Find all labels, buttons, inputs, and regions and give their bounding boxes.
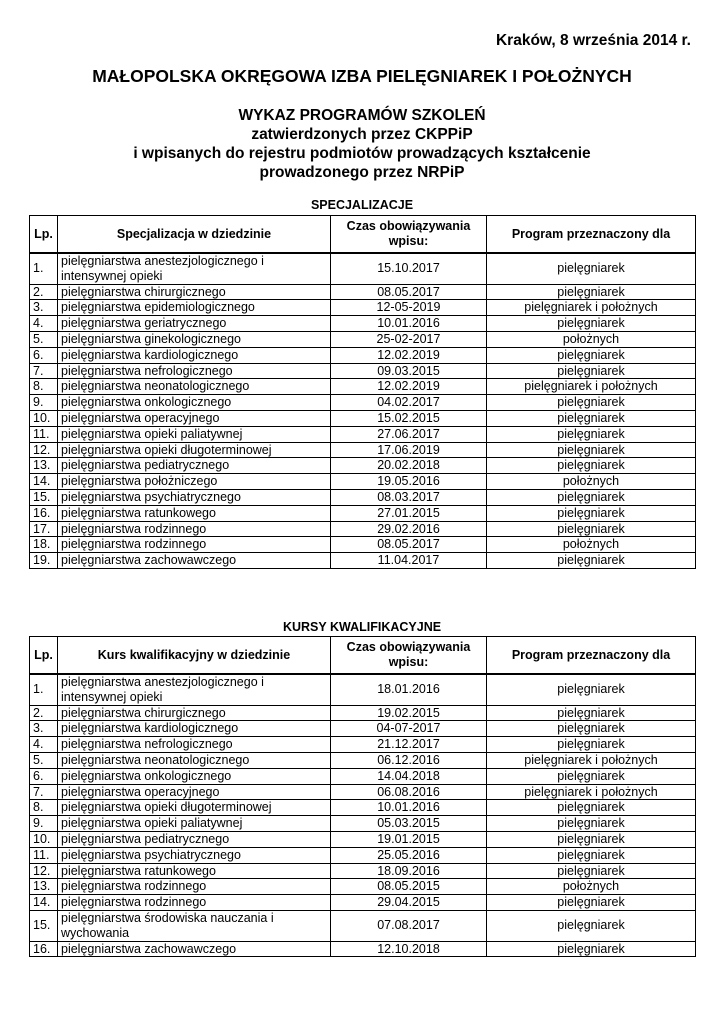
row-validity-date: 05.03.2015 — [331, 816, 487, 832]
column-header-lp: Lp. — [30, 637, 58, 675]
column-header-lp: Lp. — [30, 216, 58, 254]
row-validity-date: 19.05.2016 — [331, 474, 487, 490]
row-program: pielęgniarek — [487, 505, 696, 521]
row-program: pielęgniarek — [487, 895, 696, 911]
row-number: 6. — [30, 347, 58, 363]
row-number: 8. — [30, 800, 58, 816]
table-row — [30, 752, 696, 768]
row-program: pielęgniarek — [487, 426, 696, 442]
row-program: pielęgniarek — [487, 489, 696, 505]
row-number: 9. — [30, 395, 58, 411]
table-row — [30, 347, 696, 363]
row-validity-date: 11.04.2017 — [331, 553, 487, 569]
row-program: położnych — [487, 537, 696, 553]
row-number: 18. — [30, 537, 58, 553]
row-number: 1. — [30, 253, 58, 284]
row-validity-date: 04.02.2017 — [331, 395, 487, 411]
row-validity-date: 12.02.2019 — [331, 379, 487, 395]
row-number: 4. — [30, 737, 58, 753]
heading-line-1: WYKAZ PROGRAMÓW SZKOLEŃ — [238, 107, 486, 124]
table-row — [30, 426, 696, 442]
row-validity-date: 20.02.2018 — [331, 458, 487, 474]
row-number: 17. — [30, 521, 58, 537]
row-validity-date: 04-07-2017 — [331, 721, 487, 737]
row-field: pielęgniarstwa ginekologicznego — [58, 331, 331, 347]
row-validity-date: 27.01.2015 — [331, 505, 487, 521]
row-validity-date: 06.08.2016 — [331, 784, 487, 800]
row-program: pielęgniarek i położnych — [487, 379, 696, 395]
row-number: 9. — [30, 816, 58, 832]
row-validity-date: 15.02.2015 — [331, 410, 487, 426]
row-field: pielęgniarstwa opieki paliatywnej — [58, 426, 331, 442]
row-number: 13. — [30, 458, 58, 474]
row-validity-date: 08.05.2017 — [331, 537, 487, 553]
row-program: pielęgniarek — [487, 910, 696, 941]
table-row — [30, 784, 696, 800]
table-row — [30, 253, 696, 284]
row-validity-date: 29.04.2015 — [331, 895, 487, 911]
row-field: pielęgniarstwa chirurgicznego — [58, 705, 331, 721]
row-program: pielęgniarek — [487, 863, 696, 879]
row-validity-date: 10.01.2016 — [331, 316, 487, 332]
row-number: 12. — [30, 442, 58, 458]
table-row — [30, 816, 696, 832]
row-validity-date: 15.10.2017 — [331, 253, 487, 284]
row-program: pielęgniarek i położnych — [487, 784, 696, 800]
row-field: pielęgniarstwa anestezjologicznego i intensywnej opieki — [58, 253, 331, 284]
row-program: pielęgniarek — [487, 410, 696, 426]
row-field: pielęgniarstwa onkologicznego — [58, 395, 331, 411]
row-program: położnych — [487, 331, 696, 347]
row-field: pielęgniarstwa pediatrycznego — [58, 458, 331, 474]
row-program: pielęgniarek — [487, 316, 696, 332]
row-program: pielęgniarek — [487, 458, 696, 474]
table-row — [30, 705, 696, 721]
column-header-program: Program przeznaczony dla — [487, 216, 696, 254]
row-field: pielęgniarstwa zachowawczego — [58, 941, 331, 957]
row-program: położnych — [487, 474, 696, 490]
row-program: pielęgniarek — [487, 284, 696, 300]
row-validity-date: 27.06.2017 — [331, 426, 487, 442]
row-program: pielęgniarek — [487, 768, 696, 784]
row-validity-date: 12.10.2018 — [331, 941, 487, 957]
row-program: pielęgniarek — [487, 521, 696, 537]
document-date: Kraków, 8 września 2014 r. — [495, 32, 691, 49]
row-program: pielęgniarek — [487, 847, 696, 863]
row-field: pielęgniarstwa opieki paliatywnej — [58, 816, 331, 832]
row-validity-date: 29.02.2016 — [331, 521, 487, 537]
row-field: pielęgniarstwa zachowawczego — [58, 553, 331, 569]
row-validity-date: 18.01.2016 — [331, 674, 487, 705]
row-validity-date: 12-05-2019 — [331, 300, 487, 316]
column-header-field: Kurs kwalifikacyjny w dziedzinie — [58, 637, 331, 675]
row-field: pielęgniarstwa chirurgicznego — [58, 284, 331, 300]
row-validity-date: 19.01.2015 — [331, 831, 487, 847]
table-row — [30, 379, 696, 395]
row-number: 12. — [30, 863, 58, 879]
row-program: pielęgniarek — [487, 363, 696, 379]
table-row — [30, 474, 696, 490]
row-validity-date: 25-02-2017 — [331, 331, 487, 347]
row-validity-date: 08.03.2017 — [331, 489, 487, 505]
table-row — [30, 879, 696, 895]
row-validity-date: 08.05.2017 — [331, 284, 487, 300]
row-number: 14. — [30, 895, 58, 911]
row-number: 7. — [30, 784, 58, 800]
row-program: pielęgniarek — [487, 816, 696, 832]
row-program: pielęgniarek — [487, 553, 696, 569]
row-field: pielęgniarstwa opieki długoterminowej — [58, 442, 331, 458]
table-row — [30, 442, 696, 458]
row-number: 19. — [30, 553, 58, 569]
row-field: pielęgniarstwa ratunkowego — [58, 863, 331, 879]
table-row — [30, 489, 696, 505]
row-field: pielęgniarstwa pediatrycznego — [58, 831, 331, 847]
row-program: pielęgniarek — [487, 705, 696, 721]
organization-name: MAŁOPOLSKA OKRĘGOWA IZBA PIELĘGNIAREK I POŁOŻNYCH — [92, 66, 632, 86]
row-number: 3. — [30, 721, 58, 737]
row-field: pielęgniarstwa rodzinnego — [58, 537, 331, 553]
row-field: pielęgniarstwa onkologicznego — [58, 768, 331, 784]
table-row — [30, 537, 696, 553]
row-field: pielęgniarstwa psychiatrycznego — [58, 489, 331, 505]
column-header-program: Program przeznaczony dla — [487, 637, 696, 675]
row-number: 7. — [30, 363, 58, 379]
column-header-field: Specjalizacja w dziedzinie — [58, 216, 331, 254]
row-number: 11. — [30, 847, 58, 863]
table-row — [30, 831, 696, 847]
table-row — [30, 331, 696, 347]
row-field: pielęgniarstwa operacyjnego — [58, 410, 331, 426]
row-program: pielęgniarek — [487, 347, 696, 363]
table-row — [30, 410, 696, 426]
heading-line-4: prowadzonego przez NRPiP — [259, 164, 465, 181]
row-field: pielęgniarstwa epidemiologicznego — [58, 300, 331, 316]
document-heading — [0, 106, 724, 182]
row-field: pielęgniarstwa rodzinnego — [58, 895, 331, 911]
kursy-title: KURSY KWALIFIKACYJNE — [282, 620, 442, 634]
row-field: pielęgniarstwa środowiska nauczania i wychowania — [58, 910, 331, 941]
row-program: pielęgniarek — [487, 800, 696, 816]
table-row — [30, 737, 696, 753]
row-number: 6. — [30, 768, 58, 784]
row-number: 5. — [30, 752, 58, 768]
heading-line-3: i wpisanych do rejestru podmiotów prowadzących kształcenie — [133, 145, 591, 162]
row-validity-date: 25.05.2016 — [331, 847, 487, 863]
row-number: 3. — [30, 300, 58, 316]
row-number: 10. — [30, 410, 58, 426]
table-row — [30, 395, 696, 411]
column-header-validity: Czas obowiązywania wpisu: — [331, 216, 487, 254]
table-row — [30, 458, 696, 474]
row-number: 5. — [30, 331, 58, 347]
row-number: 15. — [30, 910, 58, 941]
table-row — [30, 768, 696, 784]
row-validity-date: 08.05.2015 — [331, 879, 487, 895]
row-field: pielęgniarstwa geriatrycznego — [58, 316, 331, 332]
row-number: 1. — [30, 674, 58, 705]
row-number: 10. — [30, 831, 58, 847]
row-program: pielęgniarek — [487, 721, 696, 737]
table-row — [30, 553, 696, 569]
table-row — [30, 847, 696, 863]
row-field: pielęgniarstwa operacyjnego — [58, 784, 331, 800]
row-field: pielęgniarstwa nefrologicznego — [58, 363, 331, 379]
table-row — [30, 863, 696, 879]
row-number: 16. — [30, 505, 58, 521]
kursy-table — [29, 636, 696, 957]
row-validity-date: 09.03.2015 — [331, 363, 487, 379]
row-field: pielęgniarstwa psychiatrycznego — [58, 847, 331, 863]
table-row — [30, 300, 696, 316]
table-row — [30, 284, 696, 300]
row-field: pielęgniarstwa rodzinnego — [58, 879, 331, 895]
table-header-row — [30, 637, 696, 675]
table-row — [30, 895, 696, 911]
row-field: pielęgniarstwa kardiologicznego — [58, 347, 331, 363]
row-validity-date: 17.06.2019 — [331, 442, 487, 458]
row-number: 14. — [30, 474, 58, 490]
table-row — [30, 505, 696, 521]
row-field: pielęgniarstwa rodzinnego — [58, 521, 331, 537]
row-program: pielęgniarek — [487, 737, 696, 753]
heading-line-2: zatwierdzonych przez CKPPiP — [251, 126, 473, 143]
table-row — [30, 316, 696, 332]
table-row — [30, 941, 696, 957]
table-row — [30, 800, 696, 816]
row-field: pielęgniarstwa neonatologicznego — [58, 752, 331, 768]
row-program: pielęgniarek i położnych — [487, 300, 696, 316]
row-number: 2. — [30, 705, 58, 721]
row-program: pielęgniarek — [487, 395, 696, 411]
row-number: 16. — [30, 941, 58, 957]
row-validity-date: 12.02.2019 — [331, 347, 487, 363]
row-program: pielęgniarek — [487, 253, 696, 284]
table-row — [30, 521, 696, 537]
row-field: pielęgniarstwa nefrologicznego — [58, 737, 331, 753]
row-field: pielęgniarstwa neonatologicznego — [58, 379, 331, 395]
row-validity-date: 21.12.2017 — [331, 737, 487, 753]
row-field: pielęgniarstwa ratunkowego — [58, 505, 331, 521]
table-header-row — [30, 216, 696, 254]
table-row — [30, 363, 696, 379]
column-header-validity: Czas obowiązywania wpisu: — [331, 637, 487, 675]
row-program: pielęgniarek — [487, 442, 696, 458]
row-field: pielęgniarstwa anestezjologicznego i intensywnej opieki — [58, 674, 331, 705]
row-validity-date: 14.04.2018 — [331, 768, 487, 784]
row-field: pielęgniarstwa opieki długoterminowej — [58, 800, 331, 816]
row-program: pielęgniarek — [487, 941, 696, 957]
row-program: pielęgniarek — [487, 674, 696, 705]
row-program: pielęgniarek i położnych — [487, 752, 696, 768]
row-validity-date: 10.01.2016 — [331, 800, 487, 816]
table-row — [30, 721, 696, 737]
row-program: położnych — [487, 879, 696, 895]
row-number: 15. — [30, 489, 58, 505]
row-field: pielęgniarstwa położniczego — [58, 474, 331, 490]
row-field: pielęgniarstwa kardiologicznego — [58, 721, 331, 737]
table-row — [30, 674, 696, 705]
specjalizacje-table — [29, 215, 696, 569]
row-number: 13. — [30, 879, 58, 895]
row-validity-date: 19.02.2015 — [331, 705, 487, 721]
specjalizacje-title: SPECJALIZACJE — [310, 198, 414, 212]
row-number: 8. — [30, 379, 58, 395]
row-number: 2. — [30, 284, 58, 300]
row-number: 11. — [30, 426, 58, 442]
row-number: 4. — [30, 316, 58, 332]
row-validity-date: 06.12.2016 — [331, 752, 487, 768]
row-validity-date: 18.09.2016 — [331, 863, 487, 879]
row-validity-date: 07.08.2017 — [331, 910, 487, 941]
table-row — [30, 910, 696, 941]
row-program: pielęgniarek — [487, 831, 696, 847]
